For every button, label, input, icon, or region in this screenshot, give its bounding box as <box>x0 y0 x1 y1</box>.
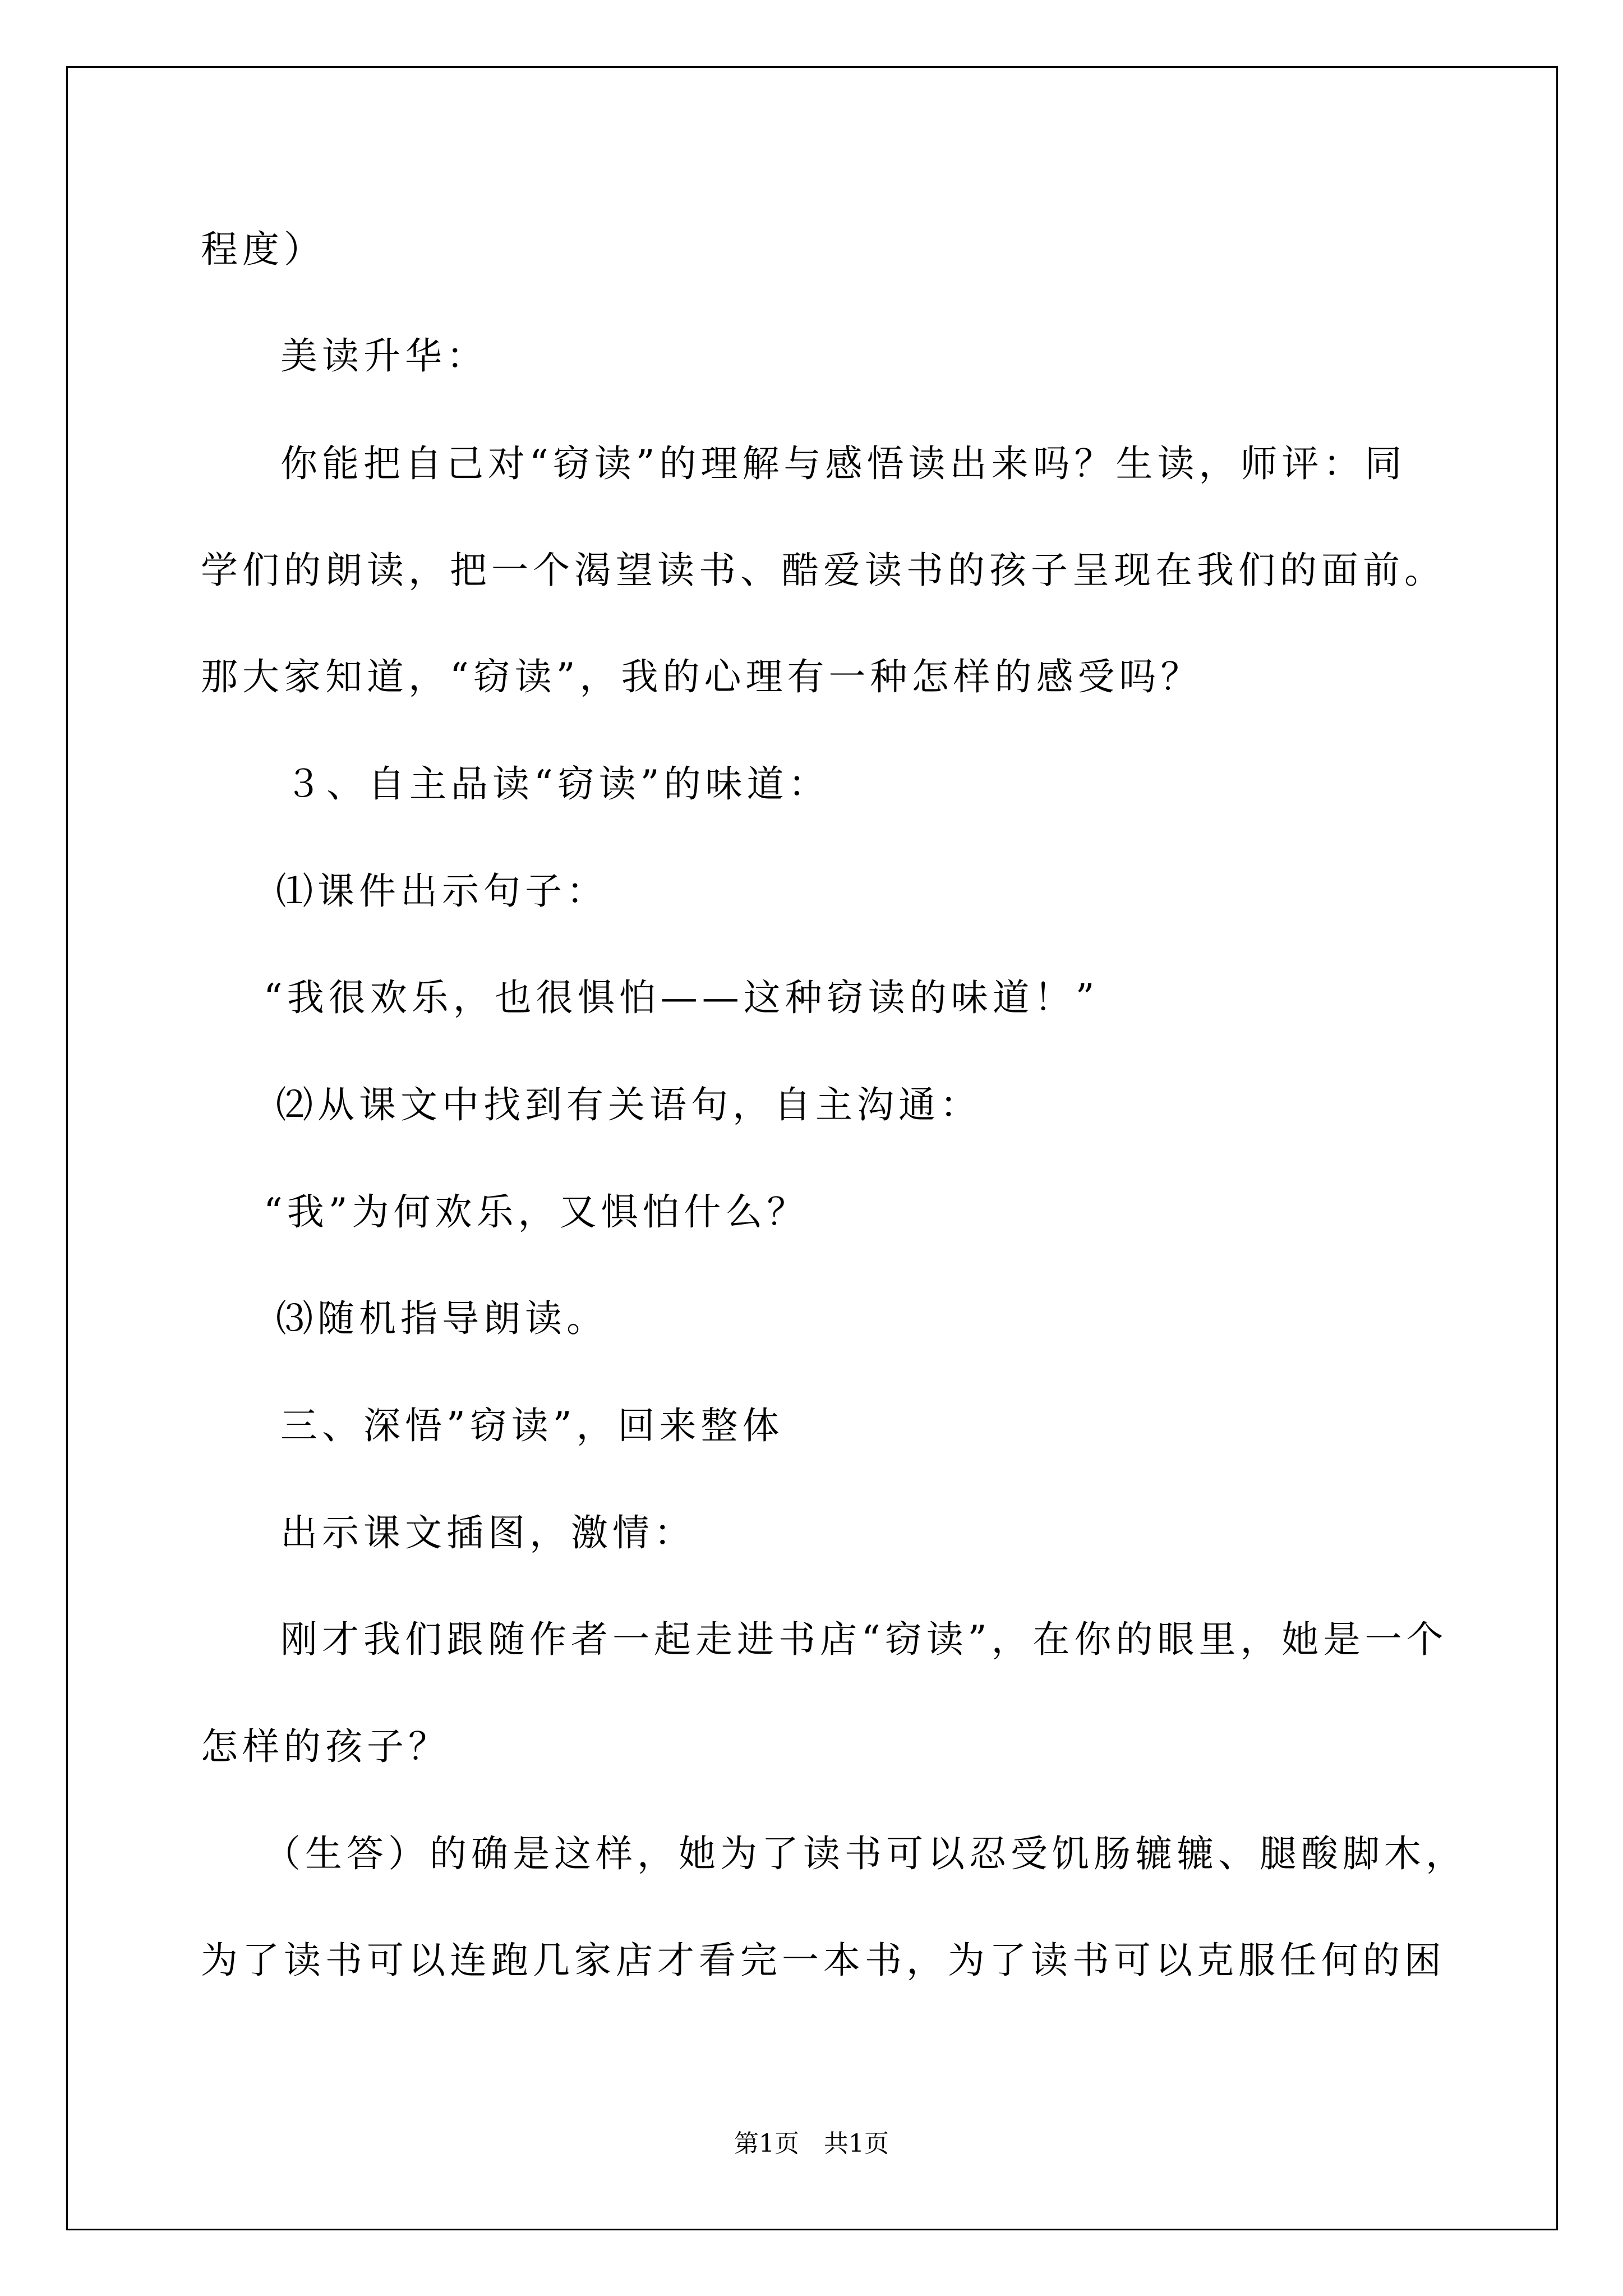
text-line-6: ３、自主品读“窃读”的味道： <box>285 762 830 806</box>
text-line-5: 那大家知道，“窃读”，我的心理有一种怎样的感受吗？ <box>201 655 1202 698</box>
text-line-7: ⑴课件出示句子： <box>276 869 608 913</box>
text-line-16: （生答）的确是这样，她为了读书可以忍受饥肠辘辘、腿酸脚木， <box>264 1832 1467 1875</box>
text-line-3: 你能把自己对“窃读”的理解与感悟读出来吗？生读，师评：同 <box>280 442 1407 485</box>
text-line-2: 美读升华： <box>280 334 488 378</box>
text-line-4: 学们的朗读，把一个渴望读书、酷爱读书的孩子呈现在我们的面前。 <box>201 549 1446 592</box>
text-line-1: 程度） <box>201 228 325 271</box>
text-line-10: “我”为何欢乐，又惧怕什么？ <box>264 1190 809 1234</box>
text-line-8: “我很欢乐，也很惧怕——这种窃读的味道！” <box>264 976 1099 1019</box>
text-line-12: 三、深悟”窃读”，回来整体 <box>280 1404 784 1447</box>
page-footer: 第1页 共1页 <box>734 2129 889 2158</box>
text-line-13: 出示课文插图，激情： <box>280 1511 695 1554</box>
text-line-14: 刚才我们跟随作者一起走进书店“窃读”，在你的眼里，她是一个 <box>280 1618 1448 1661</box>
page-border <box>66 66 1558 2230</box>
text-line-17: 为了读书可以连跑几家店才看完一本书，为了读书可以克服任何的困 <box>201 1939 1446 1982</box>
text-line-11: ⑶随机指导朗读。 <box>276 1297 608 1340</box>
text-line-9: ⑵从课文中找到有关语句，自主沟通： <box>276 1083 981 1126</box>
text-line-15: 怎样的孩子？ <box>201 1725 450 1768</box>
